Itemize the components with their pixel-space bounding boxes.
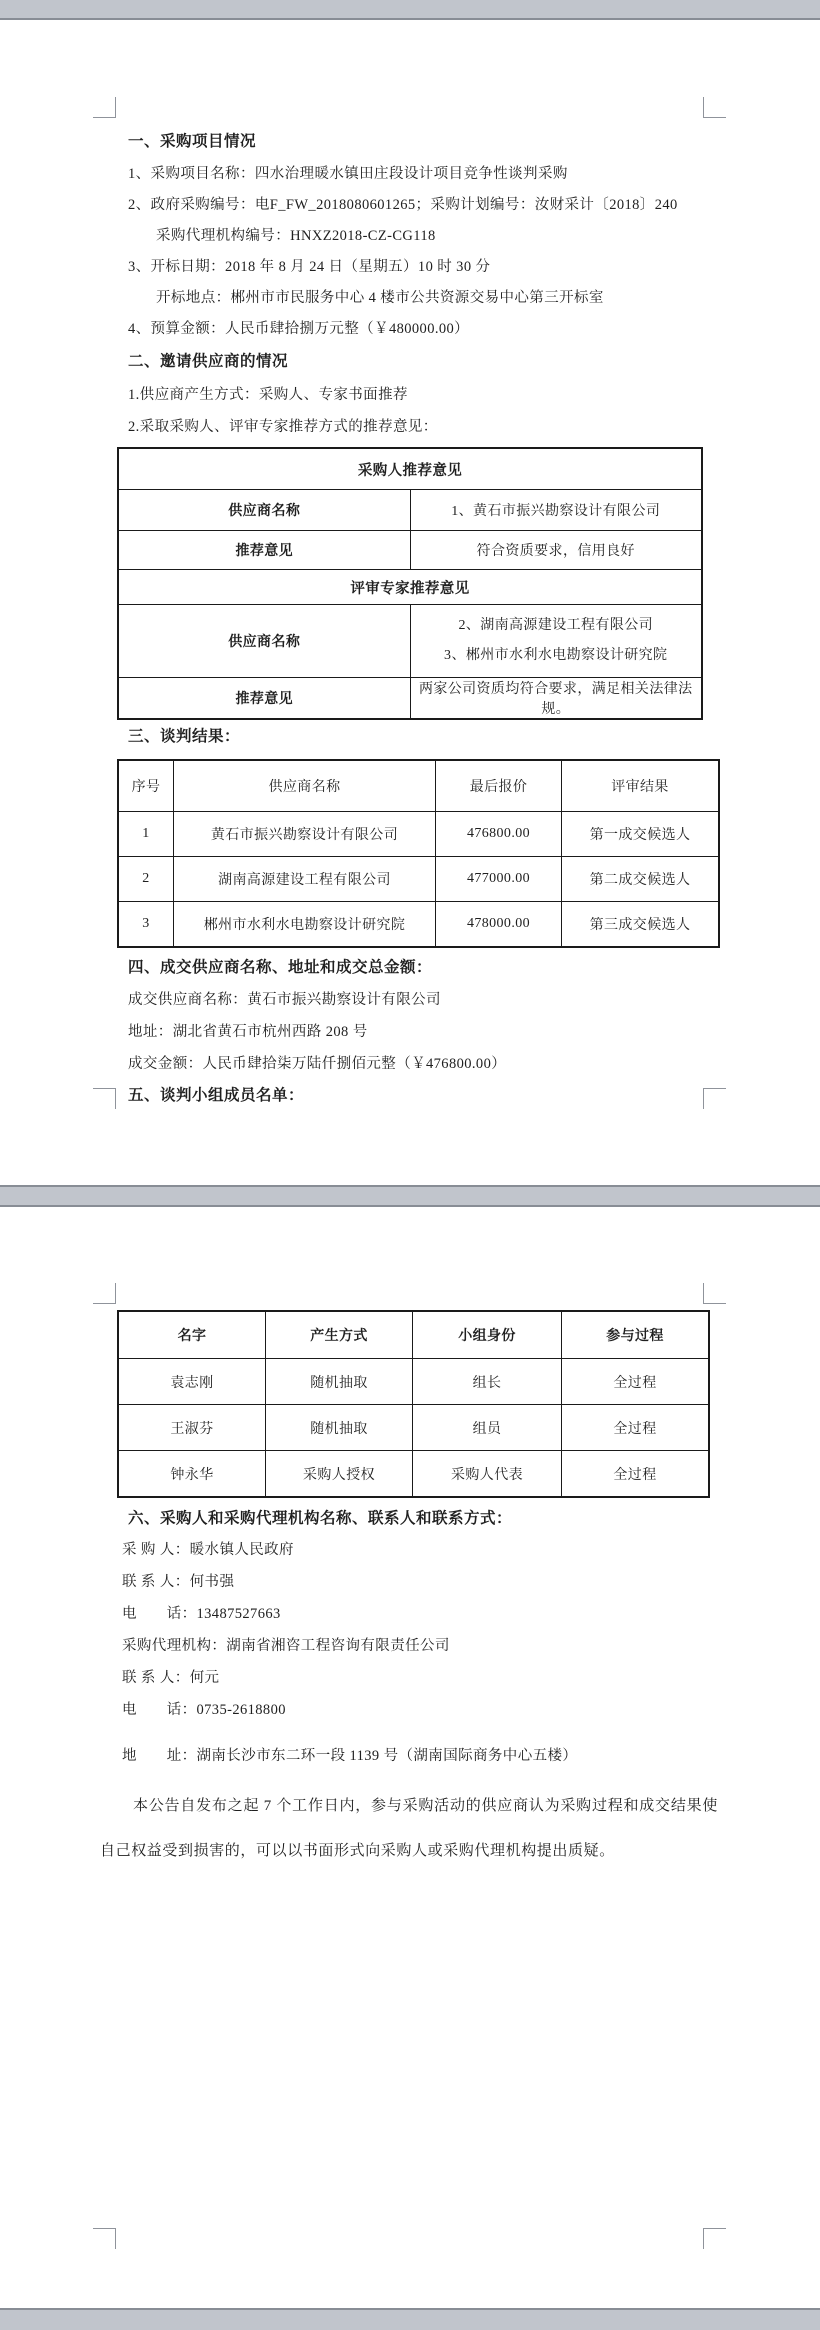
agency-line: 采购代理机构：湖南省湘咨工程咨询有限责任公司: [122, 1638, 450, 1654]
member-role-cell: 采购人代表: [413, 1451, 562, 1498]
agency-contact-line: 联 系 人：何元: [122, 1670, 220, 1686]
col-header-result: 评审结果: [562, 760, 720, 812]
member-process-cell: 全过程: [562, 1405, 710, 1451]
member-method-cell: 随机抽取: [266, 1359, 413, 1405]
index-cell: 2: [118, 857, 174, 902]
purchaser-line: 采 购 人：暖水镇人民政府: [122, 1542, 294, 1558]
agency-number-line: 采购代理机构编号：HNXZ2018-CZ-CG118: [156, 228, 436, 244]
table-row: [118, 448, 702, 490]
margin-mark-p2-top-right: [703, 1283, 726, 1304]
supplier-source-line: 1.供应商产生方式：采购人、专家书面推荐: [128, 387, 408, 403]
supplier-cell: 湖南高源建设工程有限公司: [174, 857, 436, 902]
col-header-index: 序号: [118, 760, 174, 812]
member-process-cell: 全过程: [562, 1359, 710, 1405]
expert-suppliers-cell: [410, 605, 702, 678]
supplier-name-label-cell: 供应商名称: [118, 605, 410, 678]
section-5-heading: 五、谈判小组成员名单：: [128, 1087, 305, 1104]
section-3-heading: 三、谈判结果：: [128, 728, 241, 745]
table-row: [118, 1359, 709, 1405]
member-role-cell: 组员: [413, 1405, 562, 1451]
page-gap-bottom: [0, 2308, 820, 2330]
section-1-heading: 一、采购项目情况: [128, 133, 257, 150]
opinion-label-cell: 推荐意见: [118, 531, 410, 570]
member-role-cell: 组长: [413, 1359, 562, 1405]
winner-address-line: 地址：湖北省黄石市杭州西路 208 号: [128, 1024, 368, 1040]
result-cell: 第二成交候选人: [562, 857, 720, 902]
section-2-heading: 二、邀请供应商的情况: [128, 353, 289, 370]
margin-mark-p2-top-left: [93, 1283, 116, 1304]
opinion-value-cell: 两家公司资质均符合要求，满足相关法律法规。: [410, 678, 702, 720]
project-name-line: 1、采购项目名称：四水治理暖水镇田庄段设计项目竞争性谈判采购: [128, 166, 568, 182]
agency-address-line: 地 址：湖南长沙市东二环一段 1139 号（湖南国际商务中心五楼）: [122, 1748, 578, 1764]
budget-line: 4、预算金额：人民币肆拾捌万元整（￥480000.00）: [128, 321, 470, 337]
table-row: [118, 857, 719, 902]
table-row: [118, 531, 702, 570]
recommend-method-line: 2.采取采购人、评审专家推荐方式的推荐意见：: [128, 419, 438, 435]
supplier-cell: 郴州市水利水电勘察设计研究院: [174, 902, 436, 948]
page-gap-between-pages: [0, 1185, 820, 1207]
expert-supplier-2: 2、湖南高源建设工程有限公司: [458, 618, 654, 633]
table-row: [118, 1451, 709, 1498]
price-cell: 477000.00: [436, 857, 562, 902]
margin-mark-p1-top-left: [93, 97, 116, 118]
table-row: [118, 570, 702, 605]
member-name-cell: 钟永华: [118, 1451, 266, 1498]
member-name-cell: 王淑芬: [118, 1405, 266, 1451]
member-method-cell: 随机抽取: [266, 1405, 413, 1451]
member-name-cell: 袁志刚: [118, 1359, 266, 1405]
recommendation-table: [117, 447, 703, 720]
table-row: [118, 812, 719, 857]
table-header-row: [118, 760, 719, 812]
expert-supplier-3: 3、郴州市水利水电勘察设计研究院: [444, 648, 668, 663]
opinion-label-cell: 推荐意见: [118, 678, 410, 720]
col-header-role: 小组身份: [413, 1311, 562, 1359]
section-4-heading: 四、成交供应商名称、地址和成交总金额：: [128, 959, 433, 976]
page-1-content: [117, 125, 703, 1112]
member-process-cell: 全过程: [562, 1451, 710, 1498]
index-cell: 3: [118, 902, 174, 948]
margin-mark-p1-bottom-right: [703, 1088, 726, 1109]
margin-mark-p1-bottom-left: [93, 1088, 116, 1109]
col-header-name: 名字: [118, 1311, 266, 1359]
supplier-name-label-cell: 供应商名称: [118, 490, 410, 531]
member-method-cell: 采购人授权: [266, 1451, 413, 1498]
margin-mark-p2-bottom-left: [93, 2228, 116, 2249]
winner-name-line: 成交供应商名称：黄石市振兴勘察设计有限公司: [128, 992, 441, 1008]
table-row: [118, 490, 702, 531]
buyer-recommend-header-cell: 采购人推荐意见: [118, 448, 702, 490]
price-cell: 476800.00: [436, 812, 562, 857]
bid-open-date-line: 3、开标日期：2018 年 8 月 24 日（星期五）10 时 30 分: [128, 259, 491, 275]
table-row: [118, 678, 702, 720]
expert-recommend-header-cell: 评审专家推荐意见: [118, 570, 702, 605]
col-header-method: 产生方式: [266, 1311, 413, 1359]
objection-notice-paragraph: 本公告自发布之起 7 个工作日内，参与采购活动的供应商认为采购过程和成交结果使自己权益受到损害的，可以以书面形式向采购人或采购代理机构提出质疑。: [100, 1798, 718, 1859]
margin-mark-p2-bottom-right: [703, 2228, 726, 2249]
margin-mark-p1-top-right: [703, 97, 726, 118]
result-cell: 第一成交候选人: [562, 812, 720, 857]
table-row: [118, 902, 719, 948]
col-header-process: 参与过程: [562, 1311, 710, 1359]
negotiation-group-table: [117, 1310, 710, 1498]
index-cell: 1: [118, 812, 174, 857]
procurement-number-line: 2、政府采购编号：电F_FW_2018080601265；采购计划编号：汝财采计〔2018〕240: [128, 197, 678, 213]
page-2-content: [100, 1310, 718, 1874]
col-header-supplier: 供应商名称: [174, 760, 436, 812]
price-cell: 478000.00: [436, 902, 562, 948]
bid-open-place-line: 开标地点：郴州市市民服务中心 4 楼市公共资源交易中心第三开标室: [156, 290, 604, 306]
negotiation-result-table: [117, 759, 720, 948]
section-6-heading: 六、采购人和采购代理机构名称、联系人和联系方式：: [128, 1510, 513, 1527]
agency-phone-line: 电 话：0735-2618800: [122, 1702, 286, 1718]
page-gap-top: [0, 0, 820, 20]
phone-line: 电 话：13487527663: [122, 1606, 281, 1622]
table-row: [118, 605, 702, 678]
supplier-name-value-cell: 1、黄石市振兴勘察设计有限公司: [410, 490, 702, 531]
table-row: [118, 1405, 709, 1451]
result-cell: 第三成交候选人: [562, 902, 720, 948]
deal-amount-line: 成交金额：人民币肆拾柒万陆仟捌佰元整（￥476800.00）: [128, 1056, 507, 1072]
contact-person-line: 联 系 人：何书强: [122, 1574, 235, 1590]
supplier-cell: 黄石市振兴勘察设计有限公司: [174, 812, 436, 857]
col-header-price: 最后报价: [436, 760, 562, 812]
opinion-value-cell: 符合资质要求，信用良好: [410, 531, 702, 570]
table-header-row: [118, 1311, 709, 1359]
